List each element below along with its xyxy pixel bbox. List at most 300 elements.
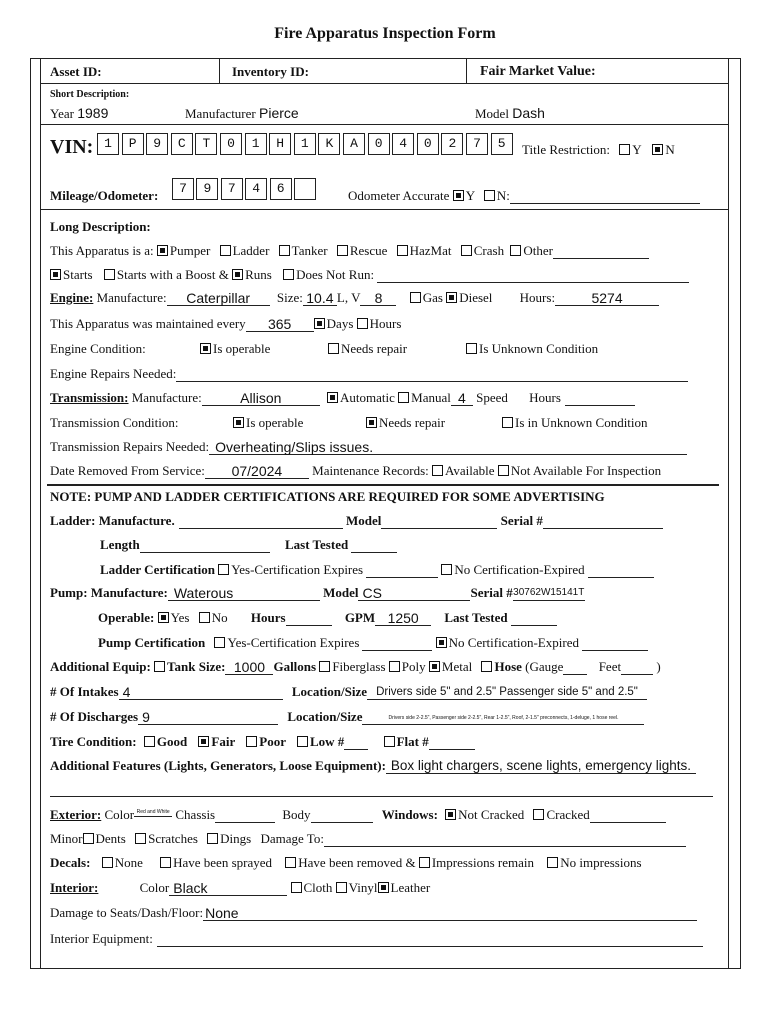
short-desc-label: Short Description: [50, 89, 130, 100]
trans-unknown-checkbox[interactable] [502, 417, 513, 428]
hours-label: Hours [369, 316, 402, 331]
engine-needs-repair-checkbox[interactable] [328, 343, 339, 354]
interior-equipment-row [50, 931, 703, 947]
trans-needs-repair-checkbox[interactable] [366, 417, 377, 428]
engine-needs-repair-option [328, 341, 407, 357]
discharges-value[interactable]: 9 [138, 710, 278, 725]
transmission-row [50, 390, 635, 406]
not-cracked-checkbox[interactable] [445, 809, 456, 820]
frame-left-outer [30, 58, 31, 968]
runs-label: Runs [245, 267, 272, 282]
operable-no-label: No [211, 610, 228, 625]
starts-checkbox[interactable] [50, 269, 61, 280]
ladder-model-label: Model [345, 513, 382, 528]
sprayed-checkbox[interactable] [160, 857, 171, 868]
engine-operable-checkbox[interactable] [200, 343, 211, 354]
pump-certification-label: Pump Certification [98, 635, 206, 650]
trans-hours-label: Hours [529, 390, 561, 405]
manufacturer-field[interactable] [185, 105, 299, 122]
engine-unknown-label: Is Unknown Condition [479, 341, 599, 356]
engine-manufacture-label: Manufacture: [96, 290, 167, 305]
intakes-label: # Of Intakes [50, 684, 119, 699]
interior-equipment-label: Interior Equipment: [50, 931, 153, 946]
dings-checkbox[interactable] [207, 833, 218, 844]
row-divider-1 [40, 83, 728, 84]
ladder-cert-no-label: No Certification-Expired [454, 562, 585, 577]
decals-none-label: None [114, 855, 143, 870]
title-restriction [522, 142, 675, 158]
rescue-checkbox[interactable] [337, 245, 348, 256]
odometer-n-field[interactable] [510, 203, 700, 204]
hours-checkbox[interactable] [357, 318, 368, 329]
vin-char-box[interactable]: T [195, 133, 217, 155]
row-divider-2 [40, 124, 728, 125]
pump-serial-label: Serial # [470, 585, 513, 600]
operable-no-checkbox[interactable] [199, 612, 210, 623]
tire-row [50, 734, 475, 750]
diesel-label: Diesel [459, 290, 493, 305]
pump-last-tested-label: Last Tested [444, 610, 508, 625]
hose-checkbox[interactable] [481, 661, 492, 672]
ladder-serial-label: Serial # [500, 513, 543, 528]
trans-operable-option [233, 415, 303, 431]
interior-equipment-field[interactable] [157, 946, 703, 947]
additional-equip-row: Additional Equip: Tank Size: 1000 Gallons Fiberglass Poly Metal Hose (Gauge Feet ) [50, 659, 661, 675]
metal-label: Metal [441, 659, 473, 674]
exterior-label: Exterior: [50, 807, 102, 822]
exterior-color-value[interactable]: Red and White [134, 808, 172, 817]
pump-cert-yes-checkbox[interactable] [214, 637, 225, 648]
row-divider-3 [40, 209, 728, 210]
size-label: Size: [276, 290, 303, 305]
trans-operable-label: Is operable [246, 415, 304, 430]
interior-color-label: Color [139, 880, 170, 895]
pump-manufacturer-value[interactable]: Waterous [168, 586, 320, 601]
tank-checkbox[interactable] [154, 661, 165, 672]
does-not-run-field[interactable] [377, 282, 689, 283]
intakes-location-label: Location/Size [291, 684, 367, 699]
ladder-last-tested-field[interactable] [351, 552, 397, 553]
cloth-checkbox[interactable] [291, 882, 302, 893]
v-value[interactable]: 8 [360, 291, 396, 306]
frame-bottom [30, 968, 741, 969]
cloth-label: Cloth [303, 880, 333, 895]
vin-char-box[interactable]: 5 [491, 133, 513, 155]
speed-label: Speed [476, 390, 508, 405]
manual-label: Manual [411, 390, 451, 405]
records-not-available-label: Not Available For Inspection [510, 463, 662, 478]
ladder-manufacture-label: Ladder: Manufacture. [50, 513, 175, 528]
trans-unknown-option [502, 415, 648, 431]
starts-boost-label: Starts with a Boost & [116, 267, 229, 282]
starts-row [50, 267, 689, 283]
asset-id-label: Asset ID: [50, 64, 102, 79]
frame-left-inner [40, 58, 41, 968]
days-checkbox[interactable] [314, 318, 325, 329]
pump-cert-expired-field[interactable] [582, 650, 648, 651]
transmission-label: Transmission: [50, 390, 129, 405]
automatic-checkbox[interactable] [327, 392, 338, 403]
ladder-cert-yes-label: Yes-Certification Expires [231, 562, 364, 577]
additional-features-row [50, 758, 696, 774]
tank-size-value[interactable]: 1000 [225, 660, 273, 675]
hazmat-label: HazMat [409, 243, 452, 258]
odometer-n-checkbox[interactable] [484, 190, 495, 201]
pump-model-label: Model [323, 585, 359, 600]
no-impressions-label: No impressions [560, 855, 642, 870]
features-extra-line[interactable] [50, 796, 713, 797]
does-not-run-label: Does Not Run: [296, 267, 375, 282]
engine-unknown-checkbox[interactable] [466, 343, 477, 354]
other-field[interactable] [553, 258, 649, 259]
year-field[interactable] [50, 105, 108, 122]
discharges-location-label: Location/Size [287, 709, 363, 724]
model-field[interactable] [475, 105, 545, 122]
trans-needs-repair-option [366, 415, 445, 431]
frame-top [30, 58, 741, 59]
engine-repairs-row [50, 366, 688, 382]
vin-char-box[interactable]: 0 [368, 133, 390, 155]
other-label: Other [523, 243, 553, 258]
vin-char-box[interactable]: C [171, 133, 193, 155]
chassis-field[interactable] [215, 822, 275, 823]
scratches-label: Scratches [148, 831, 198, 846]
vinyl-label: Vinyl [348, 880, 378, 895]
mileage-digit-box[interactable]: 6 [270, 178, 292, 200]
pump-manufacture-label: Pump: Manufacture: [50, 585, 168, 600]
ladder-last-tested-label: Last Tested [284, 537, 349, 552]
tire-low-checkbox[interactable] [297, 736, 308, 747]
section-divider [47, 484, 719, 486]
ladder-model-field[interactable] [381, 528, 497, 529]
vin-char-box[interactable]: 2 [441, 133, 463, 155]
maintained-label: This Apparatus was maintained every [50, 316, 246, 331]
engine-hours-label: Hours: [519, 290, 556, 305]
trans-repairs-label: Transmission Repairs Needed: [50, 439, 210, 454]
discharges-location-value[interactable]: Drivers side 2-2.5", Passenger side 2-2.5", Rear 1-2.5", Roof, 2-1.5" preconnects, 1-deluge, 1 hose reel. [362, 712, 644, 725]
removed-label: Have been removed & [298, 855, 416, 870]
pump-hours-label: Hours [250, 610, 286, 625]
odometer-accurate-label: Odometer Accurate [348, 188, 450, 203]
apparatus-type-row [50, 243, 649, 259]
long-desc-heading: Long Description: [50, 219, 151, 234]
speed-value[interactable]: 4 [451, 391, 473, 406]
chassis-label: Chassis [175, 807, 216, 822]
starts-label: Starts [63, 267, 93, 282]
intakes-value[interactable]: 4 [119, 685, 283, 700]
tire-flat-checkbox[interactable] [384, 736, 395, 747]
records-available-label: Available [444, 463, 495, 478]
feet-field[interactable] [621, 674, 653, 675]
inventory-id-label: Inventory ID: [232, 64, 309, 79]
records-not-available-checkbox[interactable] [498, 465, 509, 476]
tire-condition-label: Tire Condition: [50, 734, 137, 749]
manufacturer-value: Pierce [259, 105, 299, 121]
interior-row [50, 880, 430, 896]
engine-repairs-field[interactable] [176, 381, 688, 382]
title-y-label: Y [632, 142, 642, 157]
operable-label: Operable: [98, 610, 155, 625]
mileage-digit-box[interactable]: 4 [245, 178, 267, 200]
gallons-label: Gallons [273, 659, 317, 674]
gauge-field[interactable] [563, 674, 587, 675]
decals-row [50, 855, 642, 871]
ladder-length-label: Length [100, 537, 140, 552]
ladder-label: Ladder [232, 243, 270, 258]
gauge-label: (Gauge [525, 659, 564, 674]
ladder-length-row [100, 537, 397, 553]
date-removed-value[interactable]: 07/2024 [205, 464, 309, 479]
pump-last-tested-field[interactable] [511, 625, 557, 626]
col-divider-1 [219, 58, 220, 83]
ladder-cert-expires-field[interactable] [366, 577, 438, 578]
other-checkbox[interactable] [510, 245, 521, 256]
trans-manufacturer-value[interactable]: Allison [202, 391, 320, 406]
does-not-run-checkbox[interactable] [283, 269, 294, 280]
engine-condition-label: Engine Condition: [50, 341, 146, 356]
intakes-location-value[interactable]: Drivers side 5" and 2.5" Passenger side 5" and 2.5" [367, 685, 647, 700]
fiberglass-label: Fiberglass [332, 659, 386, 674]
ladder-cert-no-checkbox[interactable] [441, 564, 452, 575]
vin-char-box[interactable]: 1 [294, 133, 316, 155]
cert-note: NOTE: PUMP AND LADDER CERTIFICATIONS ARE REQUIRED FOR SOME ADVERTISING [50, 489, 605, 504]
fair-market-label: Fair Market Value: [480, 64, 596, 79]
records-available-checkbox[interactable] [432, 465, 443, 476]
crash-label: Crash [473, 243, 505, 258]
lv-label: L, V [336, 290, 361, 305]
poly-label: Poly [401, 659, 426, 674]
year-value: 1989 [77, 105, 109, 121]
dents-checkbox[interactable] [83, 833, 94, 844]
scratches-checkbox[interactable] [135, 833, 146, 844]
pumper-checkbox[interactable] [157, 245, 168, 256]
ladder-row [50, 513, 663, 529]
tanker-checkbox[interactable] [279, 245, 290, 256]
trans-repairs-row [50, 439, 687, 455]
no-impressions-checkbox[interactable] [547, 857, 558, 868]
cracked-field[interactable] [590, 822, 666, 823]
operable-yes-checkbox[interactable] [158, 612, 169, 623]
pump-cert-no-label: No Certification-Expired [448, 635, 579, 650]
leather-checkbox[interactable] [378, 882, 389, 893]
odometer-n-label: N: [496, 188, 510, 203]
tire-poor-checkbox[interactable] [246, 736, 257, 747]
cracked-label: Cracked [546, 807, 590, 822]
ladder-cert-row [100, 562, 654, 578]
sprayed-label: Have been sprayed [173, 855, 273, 870]
tire-fair-checkbox[interactable] [198, 736, 209, 747]
date-removed-row [50, 463, 661, 479]
damage-seats-label: Damage to Seats/Dash/Floor: [50, 905, 204, 920]
tire-poor-label: Poor [259, 734, 286, 749]
pumper-label: Pumper [169, 243, 211, 258]
tire-good-label: Good [156, 734, 188, 749]
vin-char-box[interactable]: 4 [392, 133, 414, 155]
impressions-remain-label: Impressions remain [431, 855, 534, 870]
exterior-row [50, 807, 666, 823]
manual-checkbox[interactable] [398, 392, 409, 403]
automatic-label: Automatic [340, 390, 395, 405]
tank-size-label: Tank Size: [167, 659, 226, 674]
leather-label: Leather [390, 880, 431, 895]
exterior-color-label: Color [104, 807, 135, 822]
starts-boost-checkbox[interactable] [104, 269, 115, 280]
damage-to-field[interactable] [324, 846, 686, 847]
frame-right-inner [728, 58, 729, 968]
decals-none-checkbox[interactable] [102, 857, 113, 868]
fiberglass-checkbox[interactable] [319, 661, 330, 672]
gas-checkbox[interactable] [410, 292, 421, 303]
pump-row [50, 585, 585, 601]
odometer-accurate [348, 188, 700, 204]
pump-cert-expires-field[interactable] [362, 650, 432, 651]
body-field[interactable] [311, 822, 373, 823]
trans-hours-field[interactable] [565, 405, 635, 406]
tire-flat-label: Flat # [396, 734, 429, 749]
windows-label: Windows: [381, 807, 438, 822]
vin-char-box[interactable]: 1 [245, 133, 267, 155]
engine-needs-repair-label: Needs repair [341, 341, 408, 356]
engine-unknown-option [466, 341, 598, 357]
crash-checkbox[interactable] [461, 245, 472, 256]
additional-features-value[interactable]: Box light chargers, scene lights, emergency lights. [386, 759, 696, 774]
title-restriction-n-checkbox[interactable] [652, 144, 663, 155]
title-n-label: N [665, 142, 675, 157]
additional-equip-label: Additional Equip: [50, 659, 151, 674]
manufacturer-label: Manufacturer [185, 106, 256, 121]
gpm-value[interactable]: 1250 [375, 611, 431, 626]
ladder-checkbox[interactable] [220, 245, 231, 256]
vin-char-box[interactable]: 1 [97, 133, 119, 155]
tire-low-field[interactable] [344, 749, 368, 750]
tire-fair-label: Fair [211, 734, 236, 749]
vin-char-box[interactable]: P [122, 133, 144, 155]
trans-manufacture-label: Manufacture: [131, 390, 202, 405]
hose-label: Hose [494, 659, 522, 674]
rescue-label: Rescue [349, 243, 388, 258]
tire-flat-field[interactable] [429, 749, 475, 750]
interior-label: Interior: [50, 880, 99, 895]
decals-label: Decals: [50, 855, 91, 870]
gpm-label: GPM [344, 610, 376, 625]
pump-serial-value[interactable]: 30762W15141T [513, 586, 585, 601]
poly-checkbox[interactable] [389, 661, 400, 672]
odometer-y-checkbox[interactable] [453, 190, 464, 201]
trans-repairs-value[interactable]: Overheating/Slips issues. [209, 440, 687, 455]
vin-char-box[interactable]: 7 [466, 133, 488, 155]
ladder-cert-expired-field[interactable] [588, 577, 654, 578]
vin-char-box[interactable]: A [343, 133, 365, 155]
model-value: Dash [512, 105, 545, 121]
vin-char-box[interactable]: H [269, 133, 291, 155]
not-cracked-label: Not Cracked [458, 807, 525, 822]
hazmat-checkbox[interactable] [397, 245, 408, 256]
damage-to-label: Damage To: [260, 831, 324, 846]
engine-operable-option [200, 341, 270, 357]
vin-char-box[interactable]: K [318, 133, 340, 155]
trans-needs-repair-label: Needs repair [379, 415, 446, 430]
title-restriction-y-checkbox[interactable] [619, 144, 630, 155]
maintained-row [50, 316, 401, 332]
trans-operable-checkbox[interactable] [233, 417, 244, 428]
damage-seats-row [50, 905, 697, 921]
runs-checkbox[interactable] [232, 269, 243, 280]
dents-label: Dents [95, 831, 126, 846]
operable-row [98, 610, 557, 626]
tanker-label: Tanker [291, 243, 328, 258]
removed-checkbox[interactable] [285, 857, 296, 868]
discharges-row [50, 709, 644, 725]
title-restriction-label: Title Restriction: [522, 142, 610, 157]
trans-unknown-label: Is in Unknown Condition [515, 415, 648, 430]
gas-label: Gas [422, 290, 443, 305]
model-label: Model [475, 106, 509, 121]
cracked-checkbox[interactable] [533, 809, 544, 820]
pump-cert-row [98, 635, 648, 651]
feet-label: Feet [598, 659, 622, 674]
pump-cert-no-checkbox[interactable] [436, 637, 447, 648]
frame-right-outer [740, 58, 741, 968]
additional-features-label: Additional Features (Lights, Generators, Loose Equipment): [50, 758, 386, 773]
dings-label: Dings [220, 831, 252, 846]
mileage-digit-box[interactable]: 9 [196, 178, 218, 200]
impressions-remain-checkbox[interactable] [419, 857, 430, 868]
mileage-digit-box[interactable]: 7 [172, 178, 194, 200]
interior-color-value[interactable]: Black [169, 881, 287, 896]
trans-condition-label: Transmission Condition: [50, 415, 179, 430]
intakes-row [50, 684, 647, 700]
engine-operable-label: Is operable [213, 341, 271, 356]
ladder-manufacture-field[interactable] [179, 528, 343, 529]
apparatus-is-a-label: This Apparatus is a: [50, 243, 154, 258]
mileage-label: Mileage/Odometer: [50, 188, 159, 203]
damage-row [50, 831, 686, 847]
engine-row [50, 290, 659, 306]
diesel-checkbox[interactable] [446, 292, 457, 303]
maintained-value[interactable]: 365 [246, 317, 314, 332]
engine-manufacturer-value[interactable]: Caterpillar [167, 291, 270, 306]
pump-cert-yes-label: Yes-Certification Expires [227, 635, 360, 650]
tire-good-checkbox[interactable] [144, 736, 155, 747]
col-divider-2 [466, 58, 467, 83]
odometer-y-label: Y [465, 188, 475, 203]
vinyl-checkbox[interactable] [336, 882, 347, 893]
operable-yes-label: Yes [170, 610, 190, 625]
vin-char-box[interactable]: 9 [146, 133, 168, 155]
size-value[interactable]: 10.4 [303, 291, 337, 306]
vin-label: VIN: [50, 136, 94, 158]
ladder-cert-yes-checkbox[interactable] [218, 564, 229, 575]
date-removed-label: Date Removed From Service: [50, 463, 205, 478]
minor-label: Minor [50, 831, 83, 846]
tire-low-label: Low # [310, 734, 345, 749]
metal-checkbox[interactable] [429, 661, 440, 672]
pump-hours-field[interactable] [286, 625, 332, 626]
ladder-length-field[interactable] [140, 552, 270, 553]
vin-char-box[interactable]: 0 [220, 133, 242, 155]
maintenance-records-label: Maintenance Records: [312, 463, 429, 478]
mileage-digit-box[interactable] [294, 178, 316, 200]
pump-model-value[interactable]: CS [358, 586, 470, 601]
damage-seats-value[interactable]: None [203, 906, 697, 921]
form-title: Fire Apparatus Inspection Form [274, 25, 496, 42]
mileage-digit-box[interactable]: 7 [221, 178, 243, 200]
engine-label: Engine: [50, 290, 94, 305]
vin-char-box[interactable]: 0 [417, 133, 439, 155]
engine-hours-value[interactable]: 5274 [555, 291, 659, 306]
ladder-certification-label: Ladder Certification [100, 562, 215, 577]
ladder-serial-field[interactable] [543, 528, 663, 529]
